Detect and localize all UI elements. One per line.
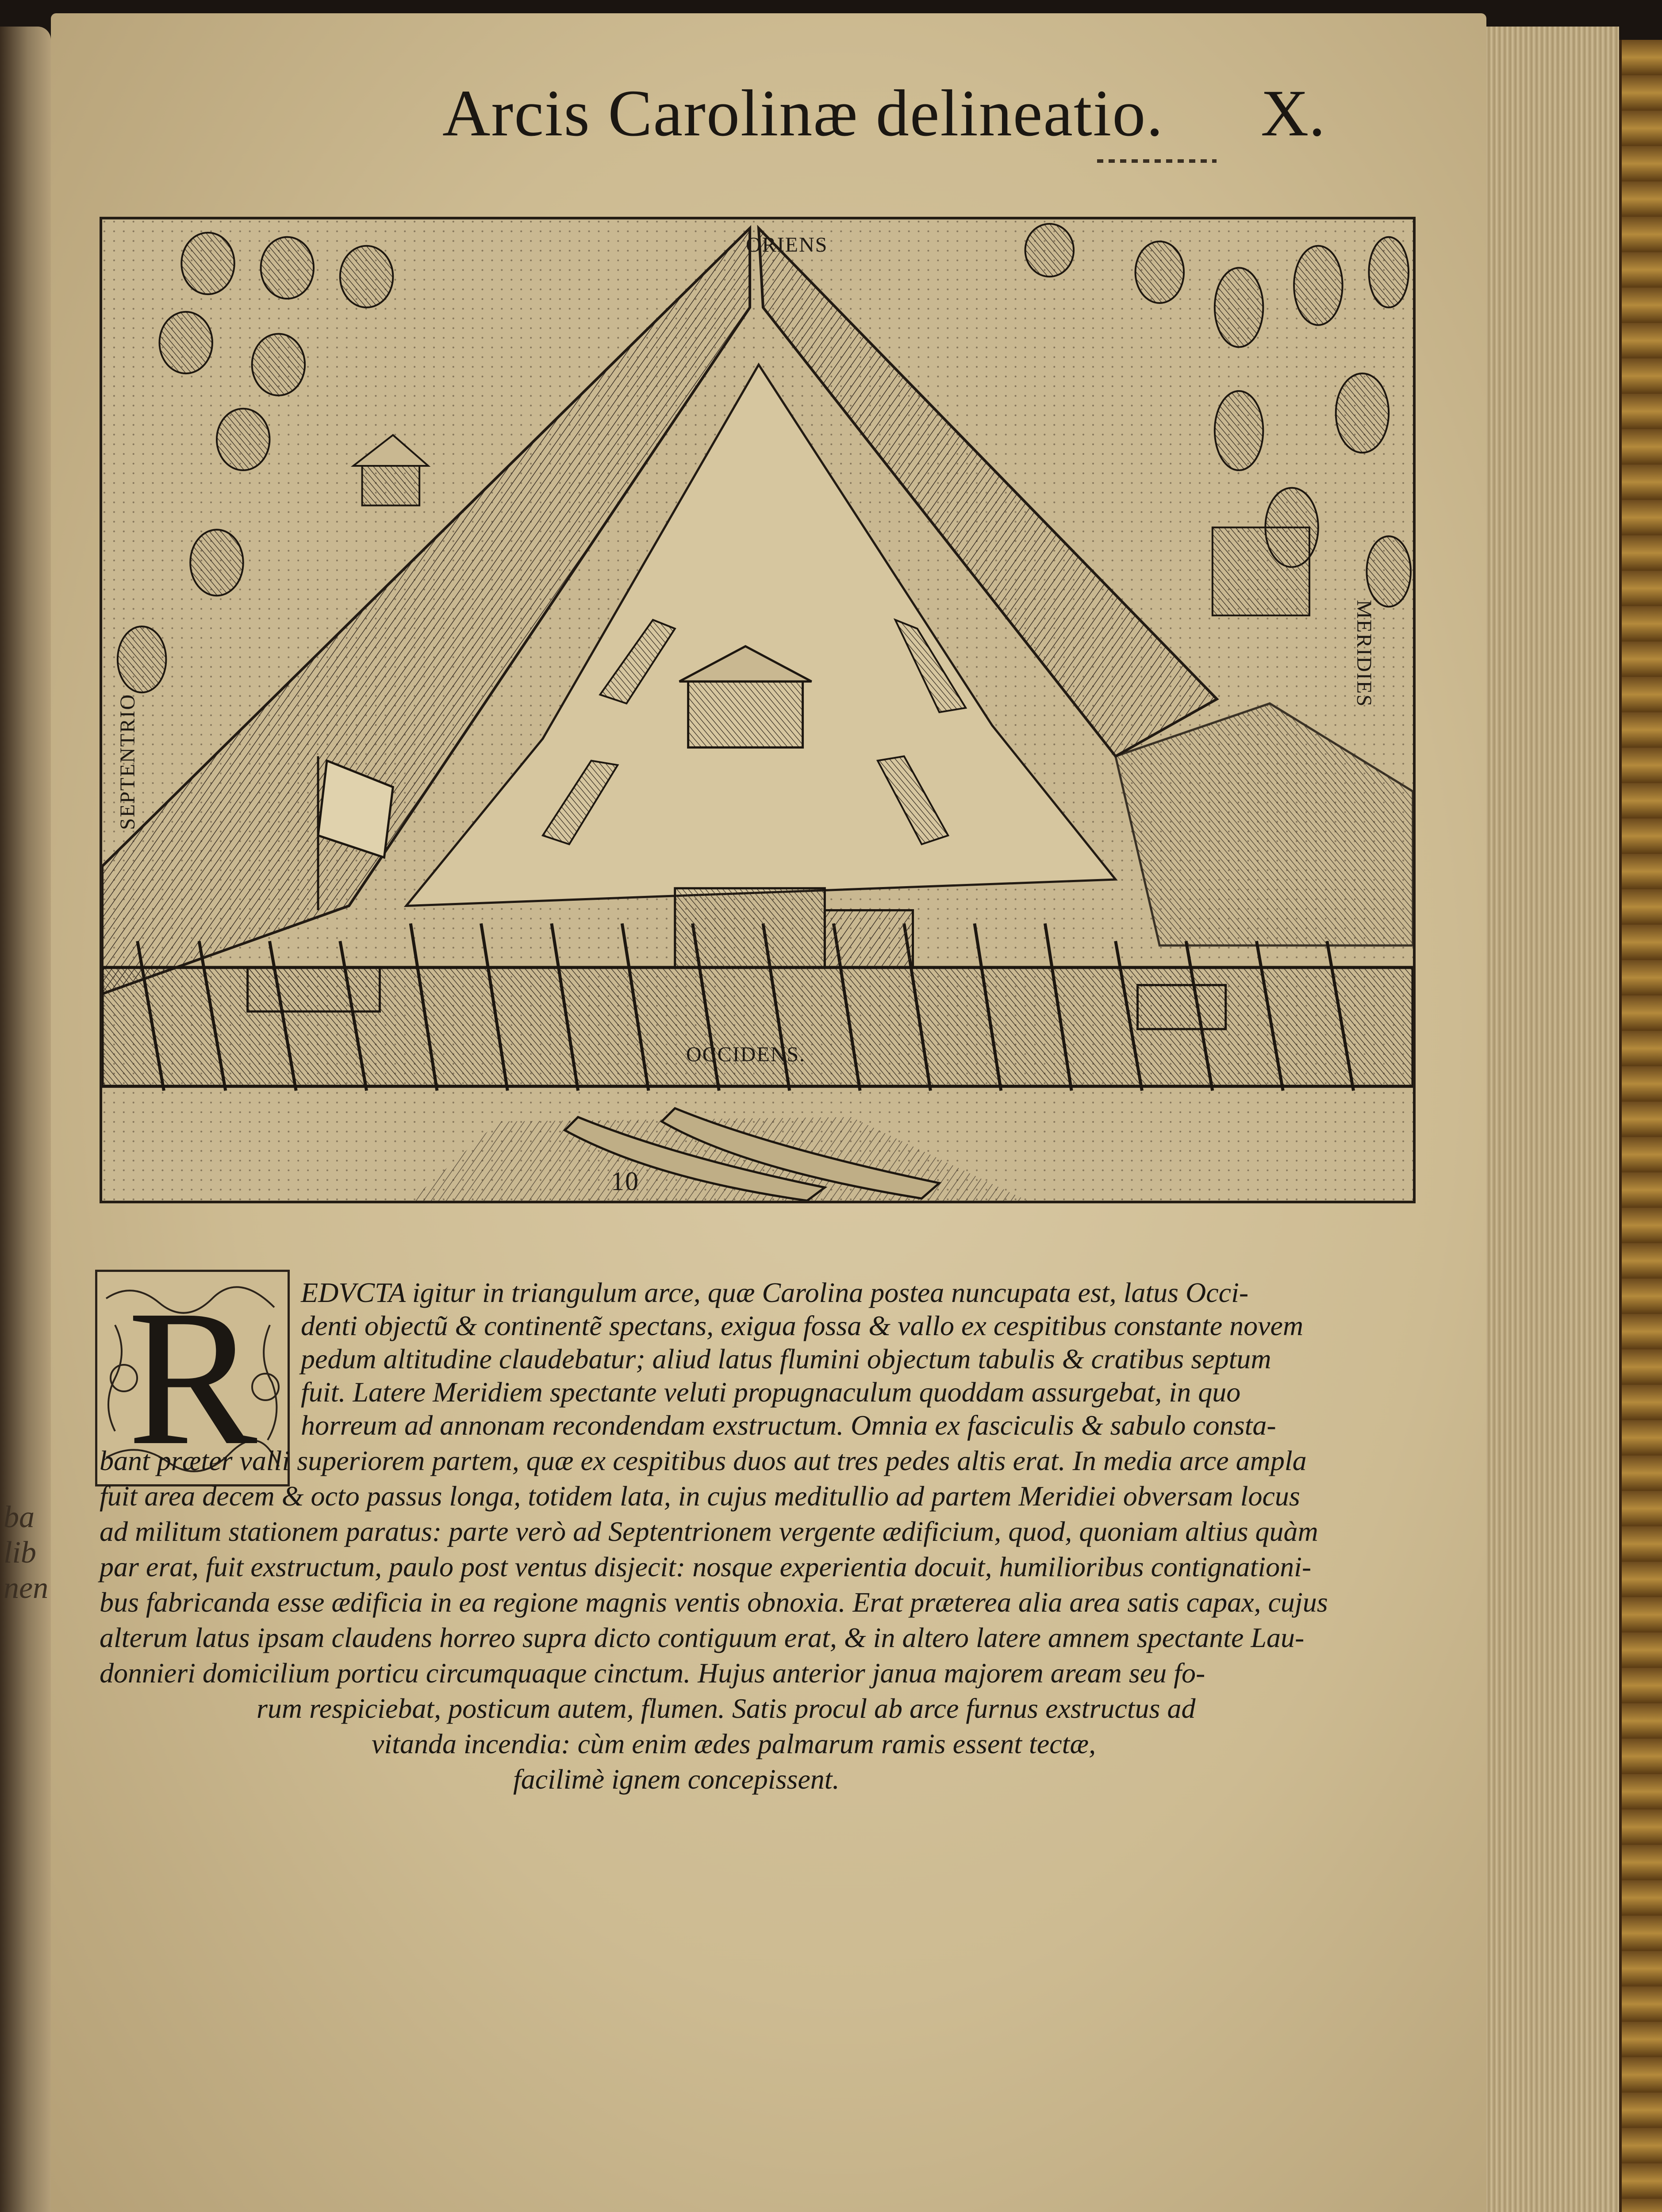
text-line: alterum latus ipsam claudens horreo supra dicto contiguum erat, & in altero latere amnem spectante Lau- [100, 1622, 1305, 1653]
left-page-edge [0, 27, 51, 2212]
label-occidens: OCCIDENS. [686, 1043, 806, 1066]
text-line: vitanda incendia: cùm enim ædes palmarum ramis essent tectæ, [372, 1728, 1096, 1759]
text-line: rum respiciebat, posticum autem, flumen. Satis procul ab arce furnus exstructus ad [257, 1693, 1196, 1724]
text-line: bus fabricanda esse ædificia in ea regione magnis ventis obnoxia. Erat præterea alia area satis capax, cujus [100, 1586, 1328, 1618]
book-spine [1619, 40, 1662, 2212]
left-page-fragment: lib [4, 1536, 36, 1570]
text-line: fuit. Latere Meridiem spectante veluti propugnaculum quoddam assurgebat, in quo [301, 1376, 1241, 1408]
fort-caroline-engraving [100, 217, 1416, 1203]
header-ornament [1097, 159, 1217, 163]
oven [1213, 527, 1309, 615]
label-oriens: ORIENS [746, 233, 828, 257]
text-line: denti objectũ & continentẽ spectans, exigua fossa & vallo ex cespitibus constante novem [301, 1310, 1304, 1341]
page-fore-edge [1486, 27, 1619, 2212]
label-septentrio: SEPTENTRIO [116, 694, 139, 830]
page-title: Arcis Carolinæ delineatio. [442, 77, 1164, 150]
text-line: pedum altitudine claudebatur; aliud latus flumini objectum tabulis & cratibus septum [301, 1343, 1271, 1375]
text-line: EDVCTA igitur in triangulum arce, quæ Carolina postea nuncupata est, latus Occi- [301, 1277, 1249, 1308]
plate-figure-number: 10 [611, 1167, 639, 1196]
initial-letter: R [127, 1270, 257, 1486]
text-line: facilimè ignem concepissent. [513, 1763, 840, 1795]
text-line: bant præter valli superiorem partem, quæ ex cespitibus duos aut tres pedes altis erat. In media arce ampla [100, 1445, 1307, 1476]
label-meridies: MERIDIES [1352, 600, 1376, 707]
text-line: fuit area decem & octo passus longa, totidem lata, in cujus meditullio ad partem Meridiei obversam locus [100, 1480, 1300, 1512]
left-page-fragment: ba [4, 1500, 35, 1534]
text-line: ad militum stationem paratus: parte verò ad Septentrionem vergente ædificium, quod, quoniam altius quàm [100, 1516, 1318, 1547]
plate-number: X. [1261, 77, 1325, 150]
text-line: donnieri domicilium porticu circumquaque cinctum. Hujus anterior janua majorem aream seu fo- [100, 1657, 1205, 1689]
left-page-fragment: nen [4, 1571, 49, 1605]
text-line: par erat, fuit exstructum, paulo post ventus disjecit: nosque experientia docuit, humilioribus contignationi- [100, 1551, 1312, 1582]
text-line: horreum ad annonam recondendam exstructum. Omnia ex fasciculis & sabulo consta- [301, 1409, 1276, 1441]
